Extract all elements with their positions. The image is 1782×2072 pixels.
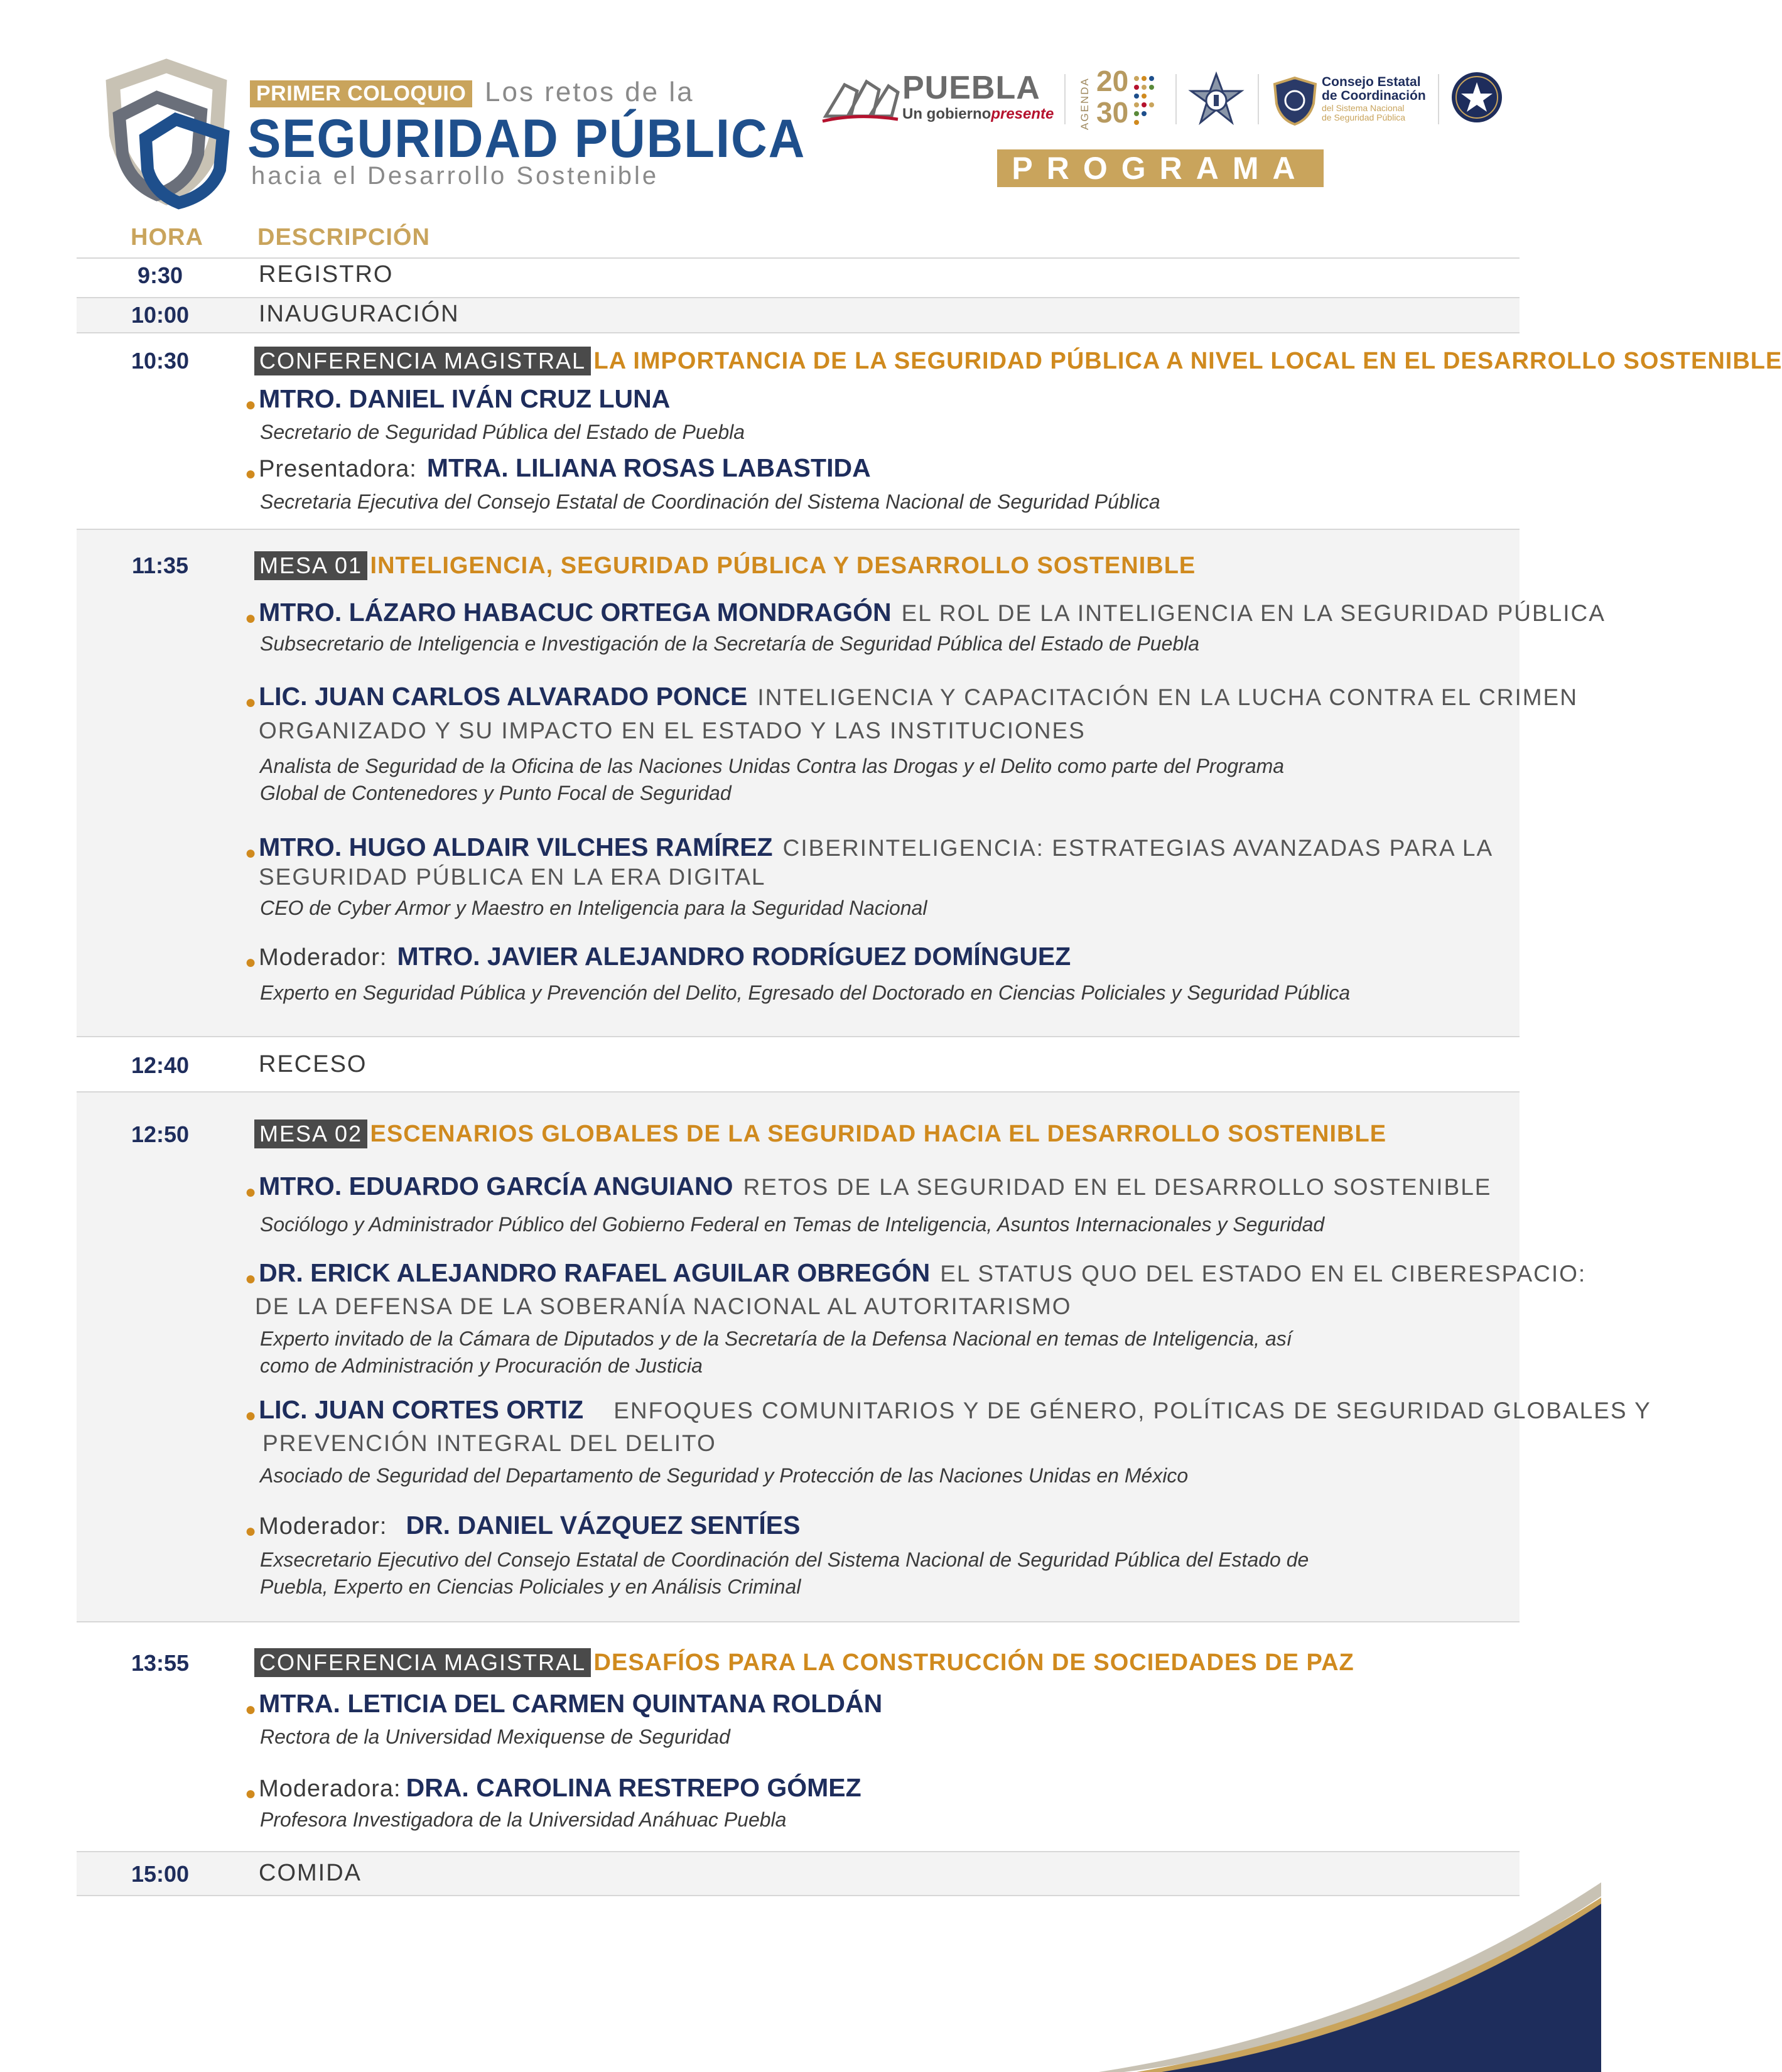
session-tag: CONFERENCIA MAGISTRAL — [254, 1648, 591, 1677]
speaker-desc: Analista de Seguridad de la Oficina de las Naciones Unidas Contra las Drogas y el Delito como parte del Programa — [260, 755, 1285, 777]
bullet-icon: ● — [245, 394, 257, 415]
divider — [77, 1036, 1520, 1037]
speaker-topic-cont: SEGURIDAD PÚBLICA EN LA ERA DIGITAL — [259, 864, 766, 890]
bullet-icon: ● — [245, 1268, 257, 1289]
police-star-icon — [1188, 72, 1245, 129]
speaker-desc: Sociólogo y Administrador Público del Gobierno Federal en Temas de Inteligencia, Asuntos Internacionales y Seguridad — [260, 1213, 1325, 1236]
speaker-topic: EL STATUS QUO DEL ESTADO EN EL CIBERESPACIO: — [940, 1261, 1587, 1287]
session-title: ESCENARIOS GLOBALES DE LA SEGURIDAD HACIA EL DESARROLLO SOSTENIBLE — [370, 1121, 1387, 1147]
coloquio-tag: PRIMER COLOQUIO — [250, 80, 472, 107]
bullet-icon: ● — [245, 1520, 257, 1541]
puebla-figures-icon — [819, 72, 901, 126]
session-title: INTELIGENCIA, SEGURIDAD PÚBLICA Y DESARROLLO SOSTENIBLE — [370, 553, 1196, 579]
agenda-2030-logo — [1077, 66, 1165, 135]
puebla-tagline-a: Un gobierno — [902, 105, 991, 122]
speaker-name: DR. ERICK ALEJANDRO RAFAEL AGUILAR OBREGÓN — [259, 1258, 931, 1287]
bullet-icon: ● — [245, 1181, 257, 1202]
time-comida: 15:00 — [131, 1861, 190, 1887]
academia-emblem-icon — [1450, 71, 1504, 124]
speaker-name: LIC. JUAN CORTES ORTIZ — [259, 1395, 584, 1424]
speaker-name: MTRO. LÁZARO HABACUC ORTEGA MONDRAGÓN — [259, 598, 892, 627]
session-tag: MESA 01 — [254, 551, 367, 580]
speaker-name: MTRO. EDUARDO GARCÍA ANGUIANO — [259, 1172, 733, 1201]
speaker-desc: Secretario de Seguridad Pública del Estado de Puebla — [260, 421, 745, 443]
moderator-desc: Experto en Seguridad Pública y Prevención del Delito, Egresado del Doctorado en Ciencias Policiales y Seguridad Pública — [260, 981, 1351, 1004]
moderator-label: Moderador: — [259, 944, 387, 971]
consejo-line3: del Sistema Nacional — [1322, 103, 1405, 113]
speaker-name: MTRO. DANIEL IVÁN CRUZ LUNA — [259, 384, 671, 413]
puebla-logo — [819, 69, 1052, 129]
row-comida: COMIDA — [259, 1860, 362, 1886]
moderator-desc: Exsecretario Ejecutivo del Consejo Estatal de Coordinación del Sistema Nacional de Seguridad Pública del Estado de — [260, 1548, 1309, 1571]
logo-divider — [1175, 74, 1177, 124]
event-title: SEGURIDAD PÚBLICA — [247, 109, 806, 169]
retos-text: Los retos de la — [485, 77, 694, 107]
bullet-icon: ● — [245, 1698, 257, 1720]
moderator-label: Moderadora: — [259, 1776, 401, 1802]
moderator-name: MTRO. JAVIER ALEJANDRO RODRÍGUEZ DOMÍNGUEZ — [397, 942, 1071, 971]
bullet-icon: ● — [245, 951, 257, 973]
speaker-desc: Rectora de la Universidad Mexiquense de Seguridad — [260, 1725, 730, 1748]
session-tag: MESA 02 — [254, 1120, 367, 1148]
consejo-shield-icon — [1272, 75, 1319, 126]
event-subtitle: hacia el Desarrollo Sostenible — [251, 162, 659, 190]
speaker-desc: Asociado de Seguridad del Departamento de Seguridad y Protección de las Naciones Unidas en México — [260, 1464, 1189, 1487]
agenda-20: 20 — [1096, 65, 1129, 97]
logo-divider — [1064, 74, 1066, 124]
time-mesa1: 11:35 — [131, 553, 189, 578]
logo-divider — [1258, 74, 1259, 124]
bullet-icon: ● — [245, 1783, 257, 1804]
divider — [77, 257, 1520, 259]
divider — [77, 1621, 1520, 1622]
bullet-icon: ● — [245, 691, 257, 713]
column-header-hora: HORA — [131, 224, 203, 251]
moderator-name: DR. DANIEL VÁZQUEZ SENTÍES — [406, 1511, 801, 1540]
logo-divider — [1438, 74, 1439, 124]
divider — [77, 297, 1520, 298]
speaker-topic: RETOS DE LA SEGURIDAD EN EL DESARROLLO SOSTENIBLE — [743, 1174, 1492, 1200]
session-mesa2-heading — [254, 1120, 1386, 1148]
speaker — [245, 1689, 882, 1720]
speaker-desc: como de Administración y Procuración de Justicia — [260, 1354, 703, 1377]
speaker-topic: ENFOQUES COMUNITARIOS Y DE GÉNERO, POLÍTICAS DE SEGURIDAD GLOBALES Y — [613, 1398, 1651, 1423]
session-conf2-heading — [254, 1648, 1354, 1677]
shield-logo-icon — [94, 60, 239, 204]
speaker — [245, 1395, 1651, 1427]
time-registro: 9:30 — [137, 262, 183, 288]
time-inauguracion: 10:00 — [131, 302, 190, 328]
divider — [77, 1851, 1520, 1852]
programa-banner: PROGRAMA — [997, 149, 1324, 187]
speaker — [245, 1172, 1491, 1203]
speaker-desc: Global de Contenedores y Punto Focal de Seguridad — [260, 782, 732, 804]
speaker — [245, 1258, 1586, 1290]
presenter-label: Presentadora: — [259, 456, 417, 482]
speaker — [245, 384, 670, 416]
consejo-line1: Consejo Estatal — [1322, 75, 1421, 89]
time-conf1: 10:30 — [131, 348, 190, 374]
speaker-name: MTRO. HUGO ALDAIR VILCHES RAMÍREZ — [259, 833, 773, 861]
puebla-word: PUEBLA — [902, 70, 1040, 106]
agenda-30: 30 — [1096, 96, 1129, 129]
session-tag: CONFERENCIA MAGISTRAL — [254, 347, 591, 375]
row-inauguracion: INAUGURACIÓN — [259, 301, 460, 327]
session-conf1-heading — [254, 347, 1782, 375]
moderator — [245, 1773, 861, 1805]
moderator — [245, 1511, 800, 1542]
agenda-label: AGENDA — [1079, 77, 1091, 130]
moderator-desc: Puebla, Experto en Ciencias Policiales y en Análisis Criminal — [260, 1575, 801, 1598]
agenda-dots-icon — [1133, 72, 1164, 129]
speaker-topic-cont: ORGANIZADO Y SU IMPACTO EN EL ESTADO Y LAS INSTITUCIONES — [259, 718, 1086, 743]
consejo-estatal-logo — [1272, 70, 1428, 130]
time-mesa2: 12:50 — [131, 1121, 190, 1147]
presenter-desc: Secretaria Ejecutiva del Consejo Estatal de Coordinación del Sistema Nacional de Seguridad Pública — [260, 490, 1160, 513]
speaker-desc: CEO de Cyber Armor y Maestro en Inteligencia para la Seguridad Nacional — [260, 897, 927, 919]
bullet-icon: ● — [245, 463, 257, 484]
speaker — [245, 682, 1578, 713]
session-title: LA IMPORTANCIA DE LA SEGURIDAD PÚBLICA A NIVEL LOCAL EN EL DESARROLLO SOSTENIBLE — [593, 348, 1782, 374]
session-title: DESAFÍOS PARA LA CONSTRUCCIÓN DE SOCIEDADES DE PAZ — [593, 1649, 1354, 1676]
time-receso: 12:40 — [131, 1052, 190, 1078]
agenda-label-box — [1077, 72, 1096, 132]
presenter — [245, 453, 871, 485]
moderator-label: Moderador: — [259, 1513, 387, 1540]
moderator-desc: Profesora Investigadora de la Universidad Anáhuac Puebla — [260, 1808, 787, 1831]
moderator — [245, 942, 1071, 973]
speaker-desc: Subsecretario de Inteligencia e Investigación de la Secretaría de Seguridad Pública del Estado de Puebla — [260, 632, 1200, 655]
time-conf2: 13:55 — [131, 1650, 190, 1676]
moderator-name: DRA. CAROLINA RESTREPO GÓMEZ — [406, 1773, 861, 1802]
speaker-topic: INTELIGENCIA Y CAPACITACIÓN EN LA LUCHA CONTRA EL CRIMEN — [757, 684, 1578, 710]
column-header-descripcion: DESCRIPCIÓN — [257, 224, 430, 251]
speaker-topic: CIBERINTELIGENCIA: ESTRATEGIAS AVANZADAS PARA LA — [782, 835, 1494, 861]
speaker-name: MTRA. LETICIA DEL CARMEN QUINTANA ROLDÁN — [259, 1689, 883, 1718]
puebla-tagline-b: presente — [991, 105, 1054, 122]
puebla-tagline — [902, 105, 1054, 123]
bullet-icon: ● — [245, 607, 257, 629]
speaker-topic-cont: DE LA DEFENSA DE LA SOBERANÍA NACIONAL AL AUTORITARISMO — [255, 1293, 1072, 1319]
speaker — [245, 598, 1606, 629]
speaker — [245, 833, 1493, 864]
bullet-icon: ● — [245, 1405, 257, 1426]
divider — [77, 332, 1520, 333]
consejo-line2: de Coordinación — [1322, 89, 1426, 103]
speaker-topic: EL ROL DE LA INTELIGENCIA EN LA SEGURIDAD PÚBLICA — [901, 600, 1606, 626]
bullet-icon: ● — [245, 842, 257, 863]
speaker-name: LIC. JUAN CARLOS ALVARADO PONCE — [259, 682, 748, 711]
consejo-line4: de Seguridad Pública — [1322, 112, 1406, 122]
corner-swoosh-decoration — [1099, 1871, 1601, 2072]
speaker-topic-cont: PREVENCIÓN INTEGRAL DEL DELITO — [262, 1430, 716, 1456]
speaker-desc: Experto invitado de la Cámara de Diputados y de la Secretaría de la Defensa Nacional en temas de Inteligencia, así — [260, 1327, 1292, 1350]
session-mesa1-heading — [254, 551, 1196, 580]
row-registro: REGISTRO — [259, 261, 394, 288]
presenter-name: MTRA. LILIANA ROSAS LABASTIDA — [426, 453, 871, 482]
row-receso: RECESO — [259, 1051, 367, 1077]
